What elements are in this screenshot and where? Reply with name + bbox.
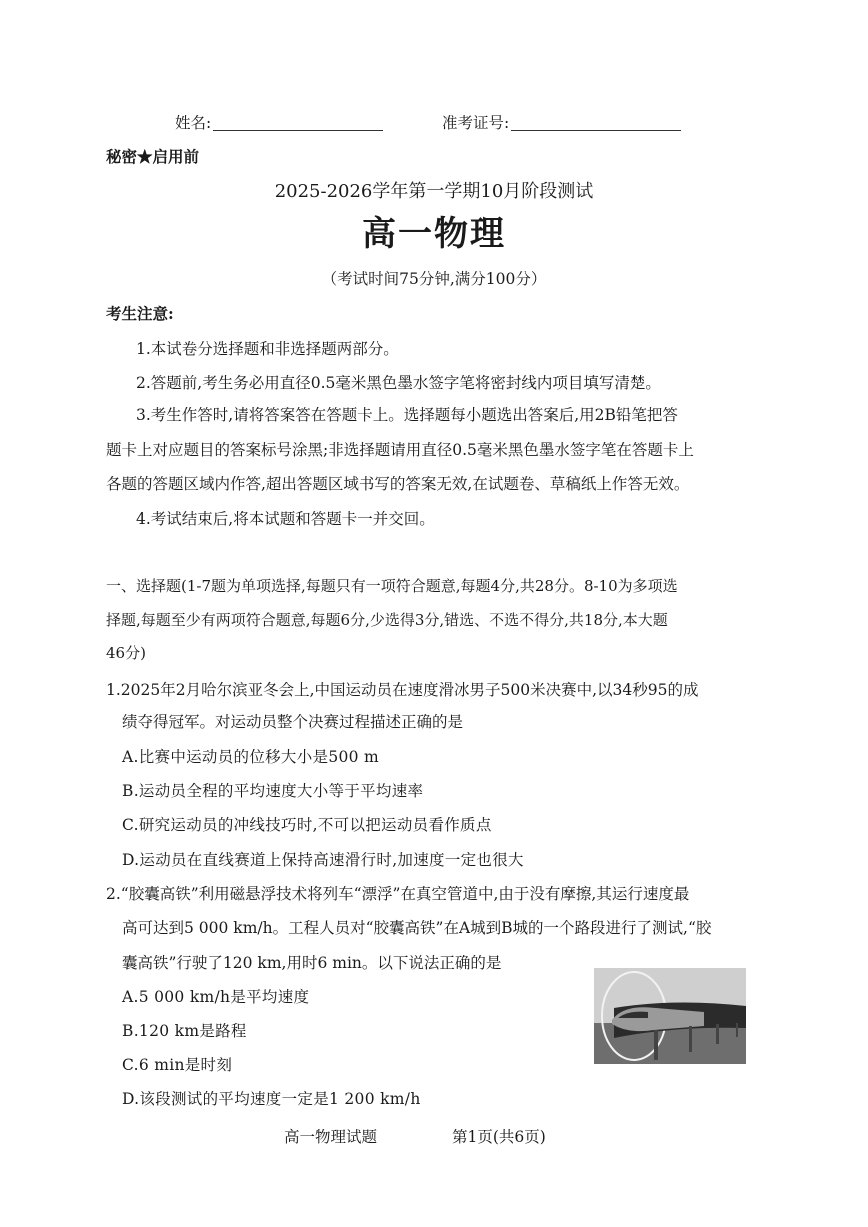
question-stem: 绩夺得冠军。对运动员整个决赛过程描述正确的是 <box>122 713 464 731</box>
question-stem: 2.“胶囊高铁”利用磁悬浮技术将列车“漂浮”在真空管道中,由于没有摩擦,其运行速度最 <box>106 885 690 903</box>
notice-item: 各题的答题区域内作答,超出答题区域书写的答案无效,在试题卷、草稿纸上作答无效。 <box>106 475 690 493</box>
secret-mark: 秘密★启用前 <box>106 147 200 166</box>
option-c: C.研究运动员的冲线技巧时,不可以把运动员看作质点 <box>122 816 492 834</box>
footer-page-number: 第1页(共6页) <box>452 1128 546 1146</box>
notice-item: 2.答题前,考生务必用直径0.5毫米黑色墨水签字笔将密封线内项目填写清楚。 <box>136 374 661 392</box>
option-c: C.6 min是时刻 <box>122 1056 233 1074</box>
name-field <box>175 113 383 133</box>
footer-subject: 高一物理试题 <box>284 1128 378 1146</box>
notice-item: 4.考试结束后,将本试题和答题卡一并交回。 <box>136 510 435 528</box>
option-b: B.运动员全程的平均速度大小等于平均速率 <box>122 782 424 800</box>
subject-title: 高一物理 <box>362 214 506 254</box>
section-header: 46分) <box>106 644 146 662</box>
notice-item: 题卡上对应题目的答案标号涂黑;非选择题请用直径0.5毫米黑色墨水签字笔在答题卡上 <box>106 441 694 459</box>
exam-title: 2025-2026学年第一学期10月阶段测试 <box>274 181 594 202</box>
exam-id-blank <box>511 114 681 131</box>
option-b: B.120 km是路程 <box>122 1022 247 1040</box>
question-stem: 高可达到5 000 km/h。工程人员对“胶囊高铁”在A城到B城的一个路段进行了测试,“胶 <box>122 919 712 937</box>
hyperloop-train-image <box>594 968 746 1064</box>
option-d: D.该段测试的平均速度一定是1 200 km/h <box>122 1090 421 1108</box>
option-d: D.运动员在直线赛道上保持高速滑行时,加速度一定也很大 <box>122 851 524 869</box>
exam-subtitle: （考试时间75分钟,满分100分） <box>321 270 547 288</box>
notice-heading: 考生注意: <box>106 304 174 323</box>
question-stem: 囊高铁”行驶了120 km,用时6 min。以下说法正确的是 <box>122 954 502 972</box>
name-blank <box>213 114 383 131</box>
exam-id-label: 准考证号: <box>442 114 510 132</box>
exam-id-field <box>442 113 681 133</box>
hyperloop-train-illustration <box>594 968 746 1064</box>
notice-item: 3.考生作答时,请将答案答在答题卡上。选择题每小题选出答案后,用2B铅笔把答 <box>136 406 678 424</box>
option-a: A.比赛中运动员的位移大小是500 m <box>122 748 380 766</box>
question-stem: 1.2025年2月哈尔滨亚冬会上,中国运动员在速度滑冰男子500米决赛中,以34秒95的成 <box>106 681 699 699</box>
section-header: 一、选择题(1-7题为单项选择,每题只有一项符合题意,每题4分,共28分。8-10为多项选 <box>106 577 678 595</box>
notice-item: 1.本试卷分选择题和非选择题两部分。 <box>136 340 399 358</box>
name-label: 姓名: <box>175 114 212 132</box>
option-a: A.5 000 km/h是平均速度 <box>122 988 310 1006</box>
section-header: 择题,每题至少有两项符合题意,每题6分,少选得3分,错选、不选不得分,共18分,本大题 <box>106 611 668 629</box>
